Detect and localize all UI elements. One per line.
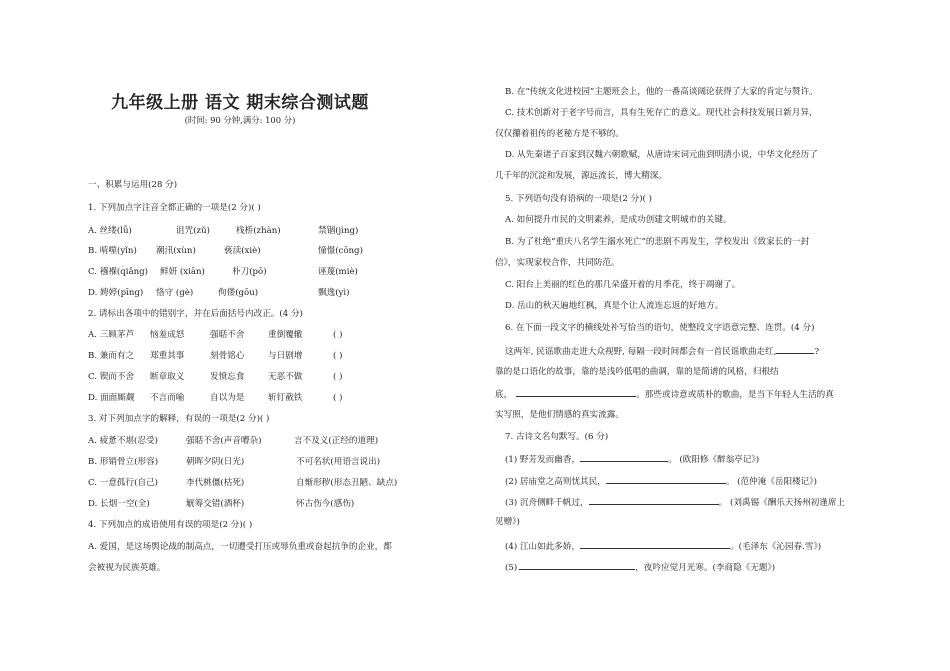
q5-stem: 5. 下列语句没有语病的一项是(2 分)( )	[505, 194, 652, 204]
answer-blank[interactable]	[580, 452, 668, 462]
q4-option-c-line1: C. 技术创新对于老字号而言，具有生死存亡的意义。现代社会科技发展日新月异，	[505, 108, 818, 118]
page-subtitle: (时间: 90 分钟,满分: 100 分)	[184, 115, 296, 125]
q6-passage-line1: 这两年, 民谣歌曲走进大众视野, 每隔一段时间都会有一首民谣歌曲走红, ?	[505, 344, 819, 358]
answer-blank[interactable]	[606, 474, 726, 484]
q5-option-d: D. 岳山的秋天遍地红枫，真是个让人流连忘返的好地方。	[505, 301, 724, 311]
q5-option-a: A. 如何提升市民的文明素养，是成功创建文明城市的关键。	[505, 215, 732, 225]
q4-option-d-line2: 几千年的沉淀和发展，源远流长，博大精深。	[495, 171, 667, 181]
answer-blank[interactable]	[589, 495, 719, 505]
q7-stem: 7. 古诗文名句默写。(6 分)	[505, 432, 609, 442]
q6-passage-line4: 实写照，是他们情感的真实流露。	[495, 410, 624, 420]
q4-stem: 4. 下列加点的成语使用有误的项是(2 分)( )	[88, 520, 253, 530]
q5-option-b-line1: B. 为了杜绝“重庆八名学生溺水死亡”的悲剧不再发生，学校发出《致家长的一封	[505, 237, 810, 247]
q4-option-a-line2: 会被视为民族英雄。	[88, 563, 166, 573]
q7-line3: (3) 沉舟侧畔千帆过， 。 (刘禹锡《酬乐天扬州初逢席上	[505, 495, 845, 509]
q4-option-a-line1: A. 爱国，是这场舆论战的制高点，一切遭受打压或辱负重或奋起抗争的企业，都	[88, 542, 392, 552]
q7-line1: (1) 野芳发而幽香， 。 (欧阳修《醉翁亭记》)	[505, 452, 759, 466]
answer-blank[interactable]	[519, 560, 635, 570]
q4-option-d-line1: D. 从先秦诸子百家到汉魏六朝歌赋，从唐诗宋词元曲到明清小说，中华文化经历了	[505, 150, 818, 160]
q1-stem: 1. 下列加点字注音全都正确的一项是(2 分)( )	[88, 203, 261, 213]
q4-option-c-line2: 仅仅攥着祖传的老秘方是不够的。	[495, 129, 624, 139]
q3-stem: 3. 对下列加点字的解释，有误的一项是(2 分)( )	[88, 414, 270, 424]
q5-option-b-line2: 信》，实现家校合作，共同防范。	[495, 258, 620, 268]
q7-line4: (4) 江山如此多娇， 。(毛泽东《沁园春.雪》)	[505, 539, 821, 553]
q7-line2: (2) 居庙堂之高则忧其民， 。 (范仲淹《岳阳楼记》)	[505, 474, 817, 488]
q6-passage-line3: 底， 。那些或诗意或质朴的歌曲，是当下年轻人生活的真	[495, 387, 834, 401]
q7-line3-cont: 见赠》)	[495, 517, 520, 527]
q5-option-c: C. 阳台上美丽的红色的那几朵盛开着的月季花，终于凋谢了。	[505, 280, 741, 290]
page-title: 九年级上册 语文 期末综合测试题	[111, 93, 369, 113]
q2-stem: 2. 请标出各项中的错别字，并在后面括号内改正。(4 分)	[88, 309, 303, 319]
q6-passage-line2: 靠的是口语化的故事，靠的是浅吟低唱的曲调，靠的是简谱的风格，归根结	[495, 367, 779, 377]
answer-blank[interactable]	[580, 539, 730, 549]
answer-blank[interactable]	[776, 344, 814, 354]
q6-stem: 6. 在下面一段文字的横线处补写恰当的语句，使整段文字语意完整、连贯。(4 分)	[505, 323, 815, 333]
q7-line5: (5) ，夜吟应觉月光寒。(李商隐《无题》)	[505, 560, 775, 574]
q4-option-b: B. 在“传统文化进校园”主题班会上，他的一番高谈阔论获得了大家的肯定与赞许。	[505, 87, 818, 97]
section-heading: 一、积累与运用(28 分)	[88, 180, 178, 190]
answer-blank[interactable]	[516, 387, 636, 397]
